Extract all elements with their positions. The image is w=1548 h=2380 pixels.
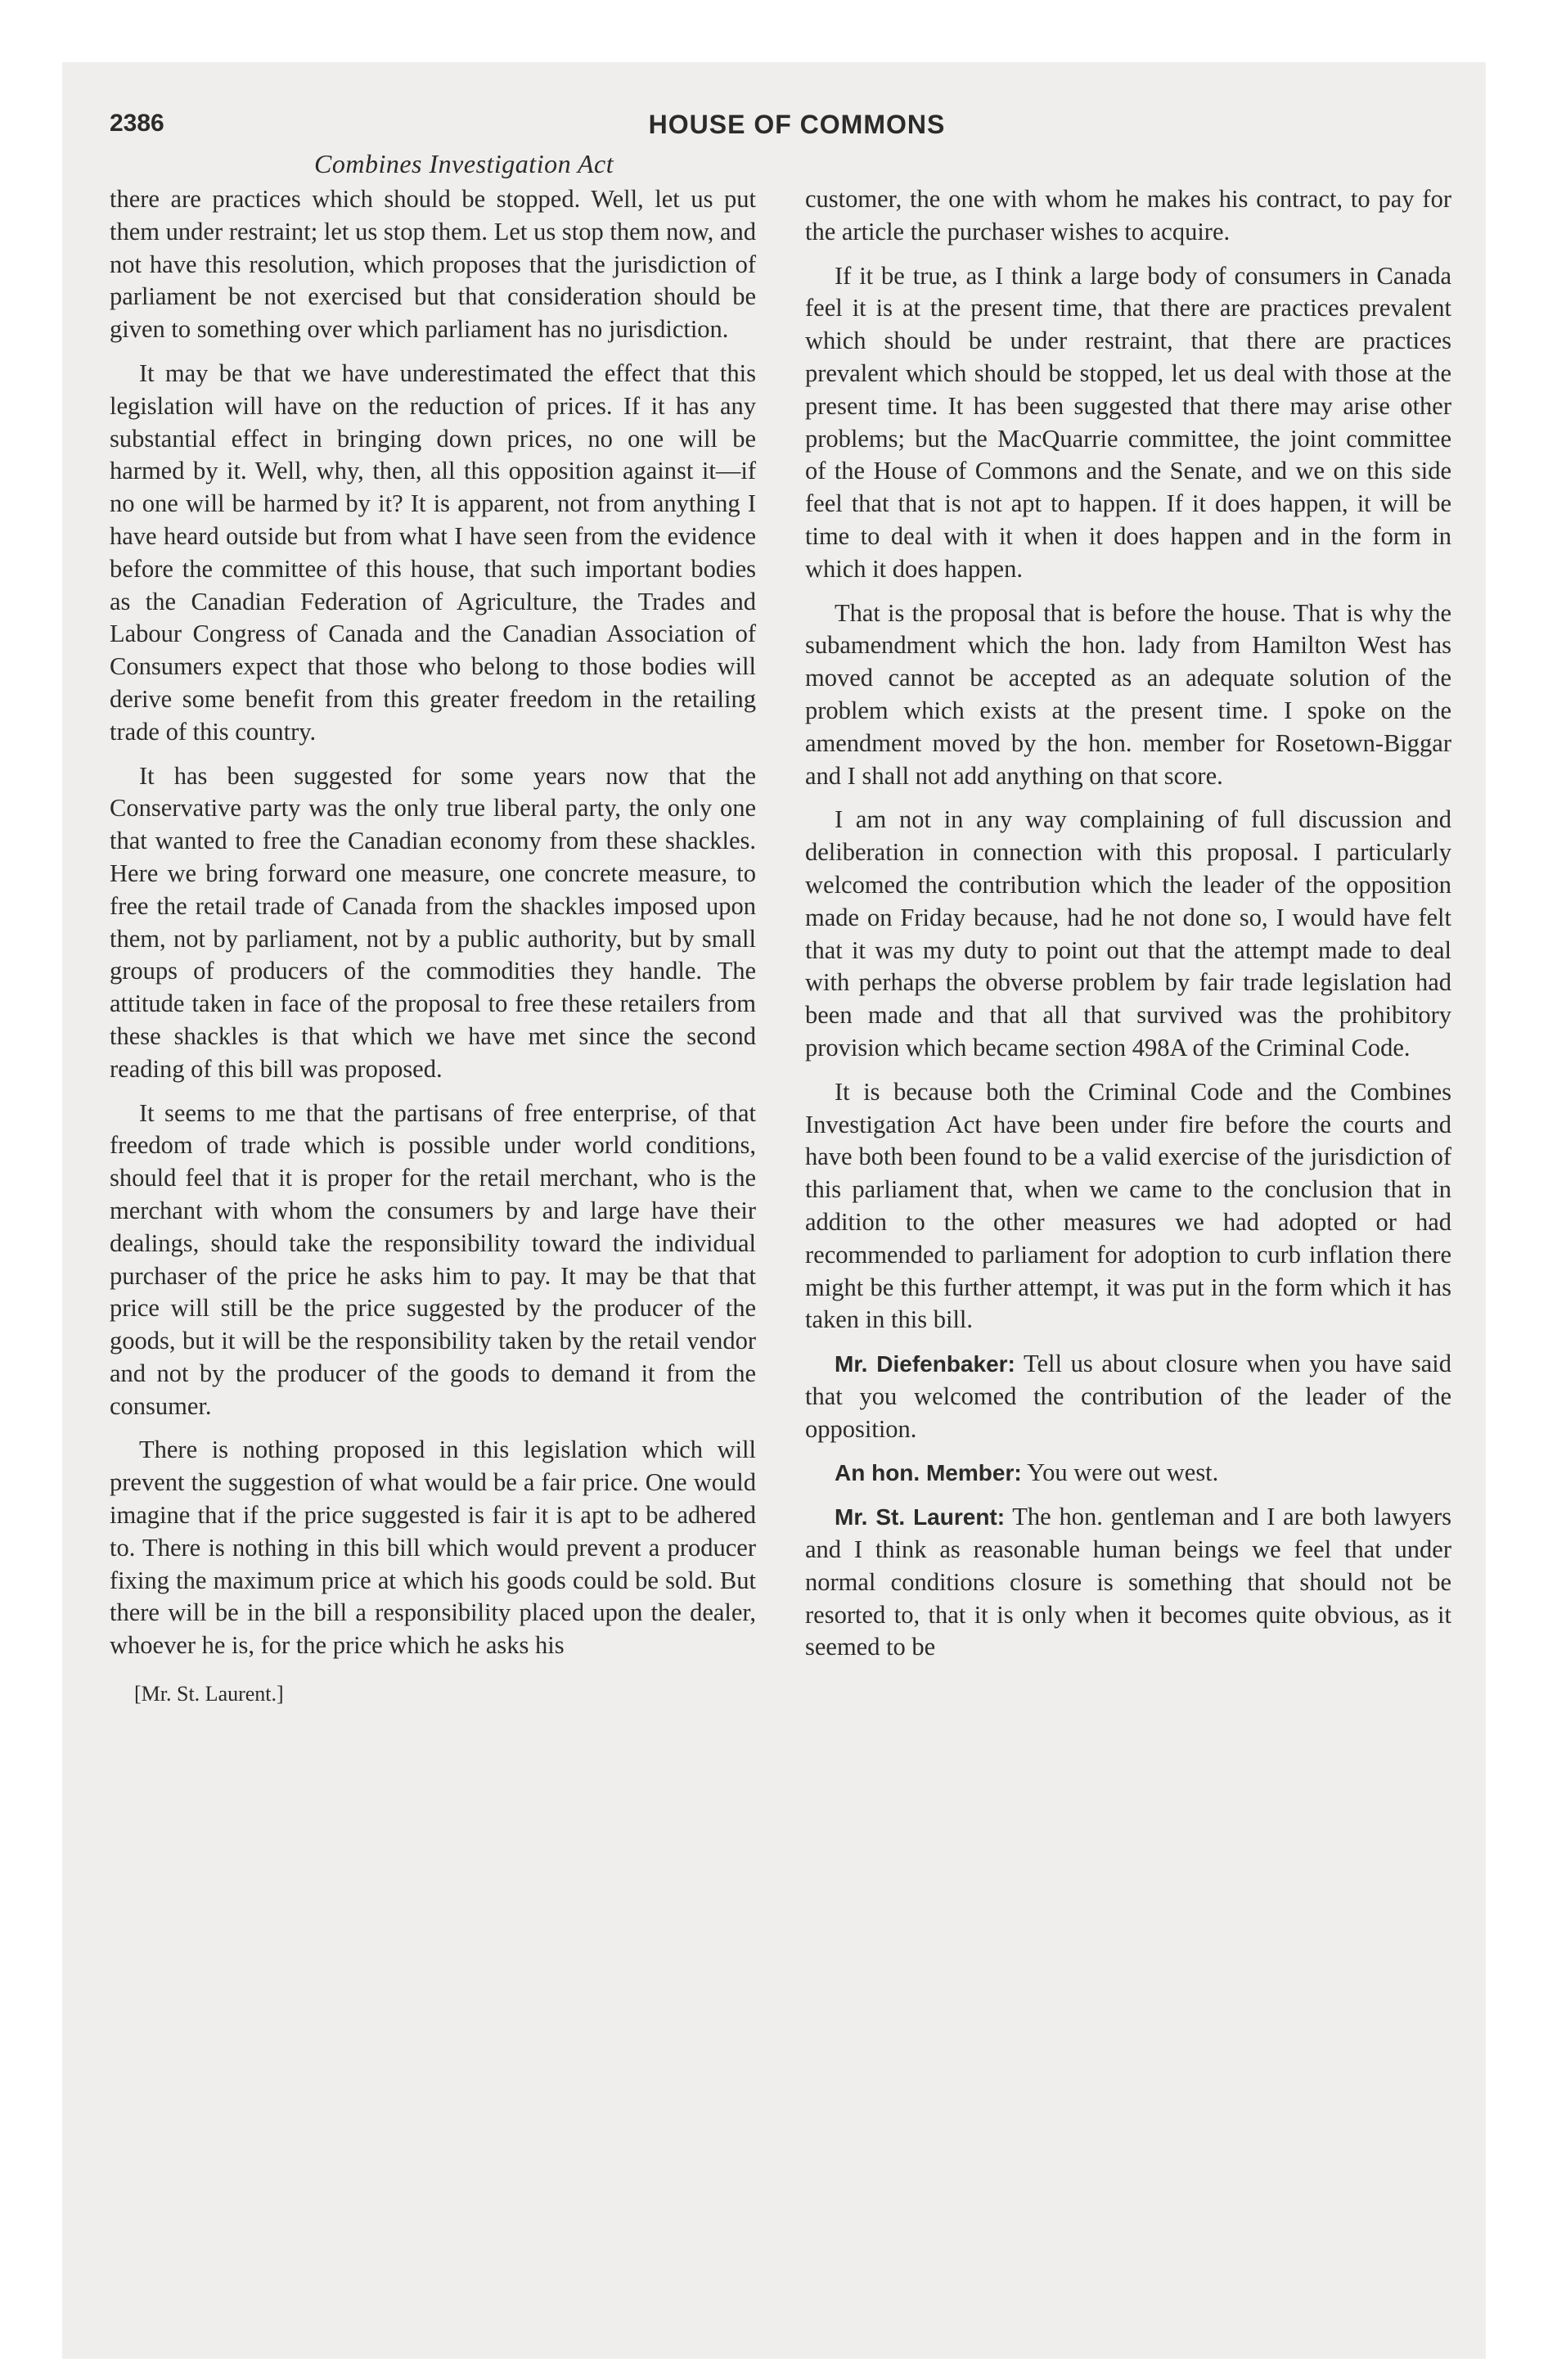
speech-text: You were out west. [1027,1458,1219,1487]
speaker-name: Mr. Diefenbaker: [835,1351,1015,1377]
speech-text: The hon. gentleman and I are both lawyers and I think as reasonable human beings we feel that under normal conditions closure is something that should not be resorted to, that it is only when it becomes quite obvious, as it seemed to be [805,1503,1451,1661]
right-column [805,183,1451,1706]
paragraph: It is because both the Criminal Code and the Combines Investigation Act have been under fire before the courts and have both been found to be a valid exercise of the jurisdiction of this parliament that, when we came to the conclusion that in addition to the other measures we had adopted or had recommended to parliament for adoption to curb inflation there might be this further attempt, it was put in the form which it has taken in this bill. [805,1077,1451,1334]
speech-st-laurent [805,1501,1451,1664]
speech-text: Tell us about closure when you have said that you welcomed the contribution of the leader of the opposition. [805,1350,1451,1443]
left-column [110,183,756,1706]
speech-hon-member [805,1457,1451,1490]
paragraph: customer, the one with whom he makes his contract, to pay for the article the purchaser wishes to acquire. [805,185,1451,246]
paragraph: There is nothing proposed in this legislation which will prevent the suggestion of what would be a fair price. One would imagine that if the price suggested is fair it is apt to be adhered to. There is nothing in this bill which would prevent a producer fixing the maximum price at which his goods could be sold. But there will be in the bill a responsibility placed upon the dealer, whoever he is, for the price which he asks his [110,1436,756,1660]
speaker-footnote: [Mr. St. Laurent.] [134,1682,284,1706]
paragraph: It has been suggested for some years now that the Conservative party was the only true liberal party, the only one that wanted to free the Canadian economy from these shackles. Here we bring forward one measure, one concrete measure, to free the retail trade of Canada from the shackles imposed upon them, not by parliament, not by a public authority, but by small groups of producers of the commodities they handle. The attitude taken in face of the proposal to free these retailers from these shackles is that which we have met since the second reading of this bill was proposed. [110,761,756,1083]
paragraph: It seems to me that the partisans of free enterprise, of that freedom of trade which is possible under world conditions, should feel that it is proper for the retail merchant, who is the merchant with whom the consumers by and large have their dealings, should take the responsibility toward the individual purchaser of the price he asks him to pay. It may be that that price will still be the price suggested by the producer of the goods, but it will be the responsibility taken by the retail vendor and not by the producer of the goods to demand it from the consumer. [110,1098,756,1420]
page-content [110,110,1451,1706]
speech-diefenbaker [805,1348,1451,1445]
page-subtitle: Combines Investigation Act [314,149,614,178]
page-number: 2386 [110,110,164,137]
scanned-page [62,62,1486,2359]
text-columns [110,183,1451,1706]
paragraph: there are practices which should be stopped. Well, let us put them under restraint; let us stop them. Let us stop them now, and not have this resolution, which proposes that the jurisdiction of parliament be not exercised but that consideration should be given to something over which parliament has no jurisdiction. [110,185,756,344]
speaker-name: Mr. St. Laurent: [835,1504,1006,1530]
paragraph: It may be that we have underestimated the effect that this legislation will have on the reduction of prices. If it has any substantial effect in bringing down prices, no one will be harmed by it. Well, why, then, all this opposition against it—if no one will be harmed by it? It is apparent, not from anything I have heard outside but from what I have seen from the evidence before the committee of this house, that such important bodies as the Canadian Federation of Agriculture, the Trades and Labour Congress of Canada and the Canadian Association of Consumers expect that those who belong to those bodies will derive some benefit from this greater freedom in the retailing trade of this country. [110,358,756,746]
page-title: HOUSE OF COMMONS [648,110,946,139]
page-subtitle-row [110,149,1451,183]
paragraph: I am not in any way complaining of full discussion and deliberation in connection with this proposal. I particularly welcomed the contribution which the leader of the opposition made on Friday because, had he not done so, I would have felt that it was my duty to point out that the attempt made to deal with perhaps the obverse problem by fair trade legislation had been made and that all that survived was the prohibitory provision which became section 498A of the Criminal Code. [805,805,1451,1062]
paragraph: If it be true, as I think a large body of consumers in Canada feel it is at the present time, that there are practices prevalent which should be under restraint, that there are practices prevalent which should be stopped, let us deal with those at the present time. It has been suggested that there may arise other problems; but the MacQuarrie committee, the joint committee of the House of Commons and the Senate, and we on this side feel that that is not apt to happen. If it does happen, it will be time to deal with it when it does happen and in the form in which it does happen. [805,261,1451,583]
paragraph: That is the proposal that is before the house. That is why the subamendment which the hon. lady from Hamilton West has moved cannot be accepted as an adequate solution of the problem which exists at the present time. I spoke on the amendment moved by the hon. member for Rosetown-Biggar and I shall not add anything on that score. [805,598,1451,790]
speaker-name: An hon. Member: [835,1460,1022,1486]
page-header [110,110,1451,149]
